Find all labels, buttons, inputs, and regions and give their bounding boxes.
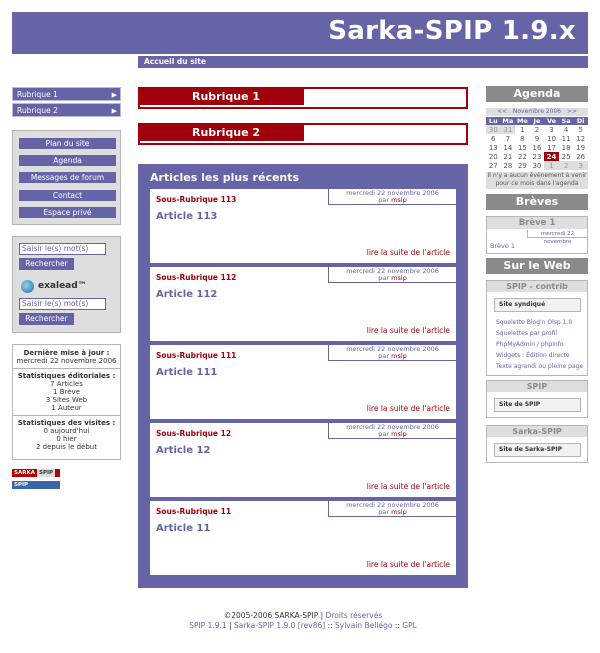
calendar-day: 23	[532, 152, 542, 161]
breadcrumb	[138, 56, 588, 68]
site-de-spip-button[interactable]: Site de SPIP	[494, 398, 581, 412]
read-more-link[interactable]: lire la suite de l'article	[366, 482, 450, 491]
rubrique-2-header	[138, 123, 468, 145]
calendar-day: 5	[578, 125, 583, 134]
rubrique-1-link[interactable]: Rubrique 1	[140, 89, 304, 105]
search-box	[12, 236, 121, 333]
web-section-sarka-spip	[486, 425, 588, 463]
site-title[interactable]: Sarka-SPIP 1.9.x	[328, 16, 576, 46]
article-date: mercredi 22 novembre 2006	[346, 189, 439, 197]
calendar-day-header: Di	[573, 117, 588, 125]
author-link[interactable]: mslp	[391, 196, 407, 204]
calendar-day: 28	[503, 161, 513, 170]
droits-reserves-link[interactable]: Droits réservés	[325, 611, 383, 620]
article-card	[150, 345, 456, 419]
stat-visits-total: 2 depuis le début	[36, 443, 97, 451]
calendar-day: 10	[547, 134, 556, 143]
article-title-link[interactable]: Article 111	[156, 367, 218, 378]
stat-visits-yesterday: 0 hier	[56, 435, 77, 443]
calendar-day: 7	[505, 134, 511, 143]
badge-text: SPIP	[38, 470, 54, 476]
calendar-day: 1	[520, 125, 525, 134]
divider	[13, 368, 120, 369]
article-meta	[328, 501, 456, 517]
read-more-link[interactable]: lire la suite de l'article	[366, 326, 450, 335]
site-header	[12, 12, 588, 54]
breve-date: mercredi 22 novembre	[527, 230, 587, 238]
par-label: par	[378, 352, 390, 360]
calendar-day: 25	[561, 152, 571, 161]
par-label: par	[378, 196, 390, 204]
breve-title[interactable]: Brève 1	[487, 217, 587, 229]
article-card	[150, 189, 456, 263]
read-more-link[interactable]: lire la suite de l'article	[366, 560, 450, 569]
par-label: par	[378, 508, 390, 516]
sous-rubrique-link[interactable]: Sous-Rubrique 113	[156, 195, 237, 204]
stat-breves: 1 Brève	[53, 388, 80, 396]
breve-link[interactable]: Brève 1	[490, 242, 516, 250]
calendar-day: 30	[532, 161, 542, 170]
calendar-day: 14	[503, 143, 513, 152]
calendar-day-header: Je	[530, 117, 545, 125]
author-link[interactable]: mslp	[391, 430, 407, 438]
calendar-day: 26	[576, 152, 586, 161]
calendar-day: 9	[534, 134, 540, 143]
badge-text: SARKA	[14, 470, 35, 476]
plan-du-site-button[interactable]: Plan du site	[19, 138, 116, 149]
footer-link-gpl[interactable]: GPL	[402, 621, 417, 630]
calendar-day: 15	[517, 143, 527, 152]
calendar-day: 20	[488, 152, 498, 161]
sidebar-item-rubrique-2[interactable]	[12, 103, 121, 117]
calendar-day: 2	[559, 161, 574, 170]
calendar-day: 12	[576, 134, 586, 143]
site-syndique-button[interactable]: Site syndiqué	[494, 298, 581, 312]
calendar-month: Novembre 2006	[512, 108, 562, 115]
next-month-link[interactable]: >>	[566, 108, 577, 115]
article-meta	[328, 423, 456, 439]
calendar-note: Il n'y a aucun évènement à venir pour ce mois dans l'agenda	[487, 172, 587, 187]
breadcrumb-home-link[interactable]: Accueil du site	[144, 57, 206, 66]
calendar-day: 6	[491, 134, 496, 143]
web-section-title: SPIP - contrib	[487, 281, 587, 292]
stat-articles: 7 Articles	[50, 380, 83, 388]
author-link[interactable]: mslp	[391, 352, 407, 360]
messages-forum-button[interactable]: Messages de forum	[19, 172, 116, 183]
article-meta	[328, 189, 456, 205]
exalead-icon	[21, 280, 34, 293]
web-link[interactable]: Squelettes par profil	[496, 330, 558, 337]
calendar-day-header: Sa	[559, 117, 574, 125]
stat-sites: 3 Sites Web	[45, 396, 88, 404]
caret-right-icon: ▶	[111, 91, 117, 99]
article-date: mercredi 22 novembre 2006	[346, 501, 439, 509]
exalead-label: exalead™	[38, 281, 87, 291]
author-link[interactable]: mslp	[391, 274, 407, 282]
web-link[interactable]: Squelette Blog'n Olsp 1.0	[496, 319, 573, 326]
sidebar-item-label: Rubrique 2	[17, 106, 58, 115]
calendar-day: 29	[517, 161, 527, 170]
sarka-spip-badge[interactable]	[12, 469, 60, 477]
sur-le-web-title[interactable]: Sur le Web	[486, 258, 588, 274]
calendar-day: 21	[503, 152, 513, 161]
calendar-day: 19	[576, 143, 586, 152]
calendar-day: 27	[488, 161, 498, 170]
web-link[interactable]: Widgets : Édition directe	[496, 352, 570, 359]
sous-rubrique-link[interactable]: Sous-Rubrique 11	[156, 507, 232, 516]
read-more-link[interactable]: lire la suite de l'article	[366, 404, 450, 413]
search-input[interactable]: Saisir le(s) mot(s)	[19, 243, 106, 255]
calendar-day: 3	[573, 161, 588, 170]
calendar-day: 22	[517, 152, 527, 161]
exalead-search-input[interactable]: Saisir le(s) mot(s)	[19, 298, 106, 310]
last-update-date: mercredi 22 novembre 2006	[16, 357, 117, 365]
exalead-search-button[interactable]: Rechercher	[19, 313, 74, 325]
rubrique-1-header	[138, 87, 468, 109]
espace-prive-button[interactable]: Espace privé	[19, 207, 116, 218]
article-meta	[328, 345, 456, 361]
calendar-day: 31	[501, 125, 516, 134]
article-title-link[interactable]: Article 12	[156, 445, 211, 456]
calendar-day: 16	[532, 143, 542, 152]
par-label: par	[378, 274, 390, 282]
site-stats-box	[12, 344, 121, 460]
spip-powered-badge[interactable]	[12, 481, 60, 496]
stat-visits-today: 0 aujourd'hui	[43, 427, 90, 435]
agenda-button[interactable]: Agenda	[19, 155, 116, 166]
calendar-day-header: Ve	[544, 117, 559, 125]
calendar-day: 11	[561, 134, 571, 143]
footer-link-spip[interactable]: SPIP 1.9.1	[189, 621, 227, 630]
rubrique-2-link[interactable]: Rubrique 2	[140, 125, 304, 141]
footer-link-sarka[interactable]: Sarka-SPIP 1.9.0 [rev86]	[233, 621, 326, 630]
article-title-link[interactable]: Article 11	[156, 523, 211, 534]
web-link[interactable]: PhpMyAdmin / phpinfo	[496, 341, 564, 348]
article-card	[150, 501, 456, 575]
par-label: par	[378, 430, 390, 438]
sidebar-item-rubrique-1[interactable]	[12, 87, 121, 101]
sous-rubrique-link[interactable]: Sous-Rubrique 112	[156, 273, 237, 282]
divider	[13, 415, 120, 416]
recent-articles-panel	[138, 164, 468, 588]
article-card	[150, 267, 456, 341]
badge-text: POWERED	[14, 490, 46, 496]
article-date: mercredi 22 novembre 2006	[346, 423, 439, 431]
calendar-day: 18	[561, 143, 571, 152]
stat-auteurs: 1 Auteur	[51, 404, 82, 412]
sidebar-item-label: Rubrique 1	[17, 90, 58, 99]
sous-rubrique-link[interactable]: Sous-Rubrique 111	[156, 351, 237, 360]
article-title-link[interactable]: Article 112	[156, 289, 218, 300]
article-meta	[328, 267, 456, 283]
read-more-link[interactable]: lire la suite de l'article	[366, 248, 450, 257]
web-section-spip	[486, 380, 588, 418]
site-nav-box	[12, 130, 121, 225]
calendar-day: 1	[544, 161, 559, 170]
author-link[interactable]: mslp	[391, 508, 407, 516]
calendar-day-header: Me	[516, 117, 528, 125]
contact-button[interactable]: Contact	[19, 190, 116, 201]
calendar-day: 17	[547, 143, 556, 152]
search-button[interactable]: Rechercher	[19, 258, 74, 270]
calendar-day: 4	[563, 125, 569, 134]
exalead-logo	[21, 280, 116, 294]
caret-right-icon: ▶	[111, 107, 117, 115]
breve-card	[486, 216, 588, 254]
calendar-day: 30	[486, 125, 501, 134]
footer-link-author[interactable]: Sylvain Bellégo	[335, 621, 393, 630]
copyright-text: ©2005-2006 SARKA-SPIP |	[223, 611, 324, 620]
sous-rubrique-link[interactable]: Sous-Rubrique 12	[156, 429, 232, 438]
web-section-title: SPIP	[487, 381, 587, 392]
agenda-title[interactable]: Agenda	[486, 86, 588, 102]
calendar-day-today[interactable]: 24	[544, 152, 559, 161]
site-de-sarka-spip-button[interactable]: Site de Sarka-SPIP	[494, 443, 581, 457]
last-update-label: Dernière mise à jour :	[23, 349, 110, 357]
calendar-day: 3	[549, 125, 554, 134]
article-card	[150, 423, 456, 497]
article-date: mercredi 22 novembre 2006	[346, 267, 439, 275]
calendar-day-header: Lu	[486, 117, 501, 125]
web-link[interactable]: Texte agrandi ou pleine page	[496, 363, 584, 370]
web-section-title: Sarka-SPIP	[487, 426, 587, 437]
badge-text: SPIP	[14, 482, 29, 488]
article-title-link[interactable]: Article 113	[156, 211, 218, 222]
prev-month-link[interactable]: <<	[497, 108, 508, 115]
calendar-nav	[486, 108, 588, 116]
calendar-day: 2	[534, 125, 540, 134]
editorial-stats-label: Statistiques éditoriales :	[17, 372, 116, 380]
breves-title[interactable]: Brèves	[486, 194, 588, 210]
web-section-spip-contrib	[486, 280, 588, 376]
calendar-day: 13	[488, 143, 498, 152]
calendar-day: 8	[520, 134, 525, 143]
calendar-day-header: Ma	[502, 117, 514, 125]
footer: ©2005-2006 SARKA-SPIP | Droits réservés SPIP 1.9.1 | Sarka-SPIP 1.9.0 [rev86] :: Sylvain Bellégo :: GPL	[189, 611, 417, 630]
article-date: mercredi 22 novembre 2006	[346, 345, 439, 353]
visits-stats-label: Statistiques des visites :	[17, 419, 116, 427]
recent-articles-title: Articles les plus récents	[150, 171, 300, 184]
calendar-grid	[486, 117, 588, 170]
